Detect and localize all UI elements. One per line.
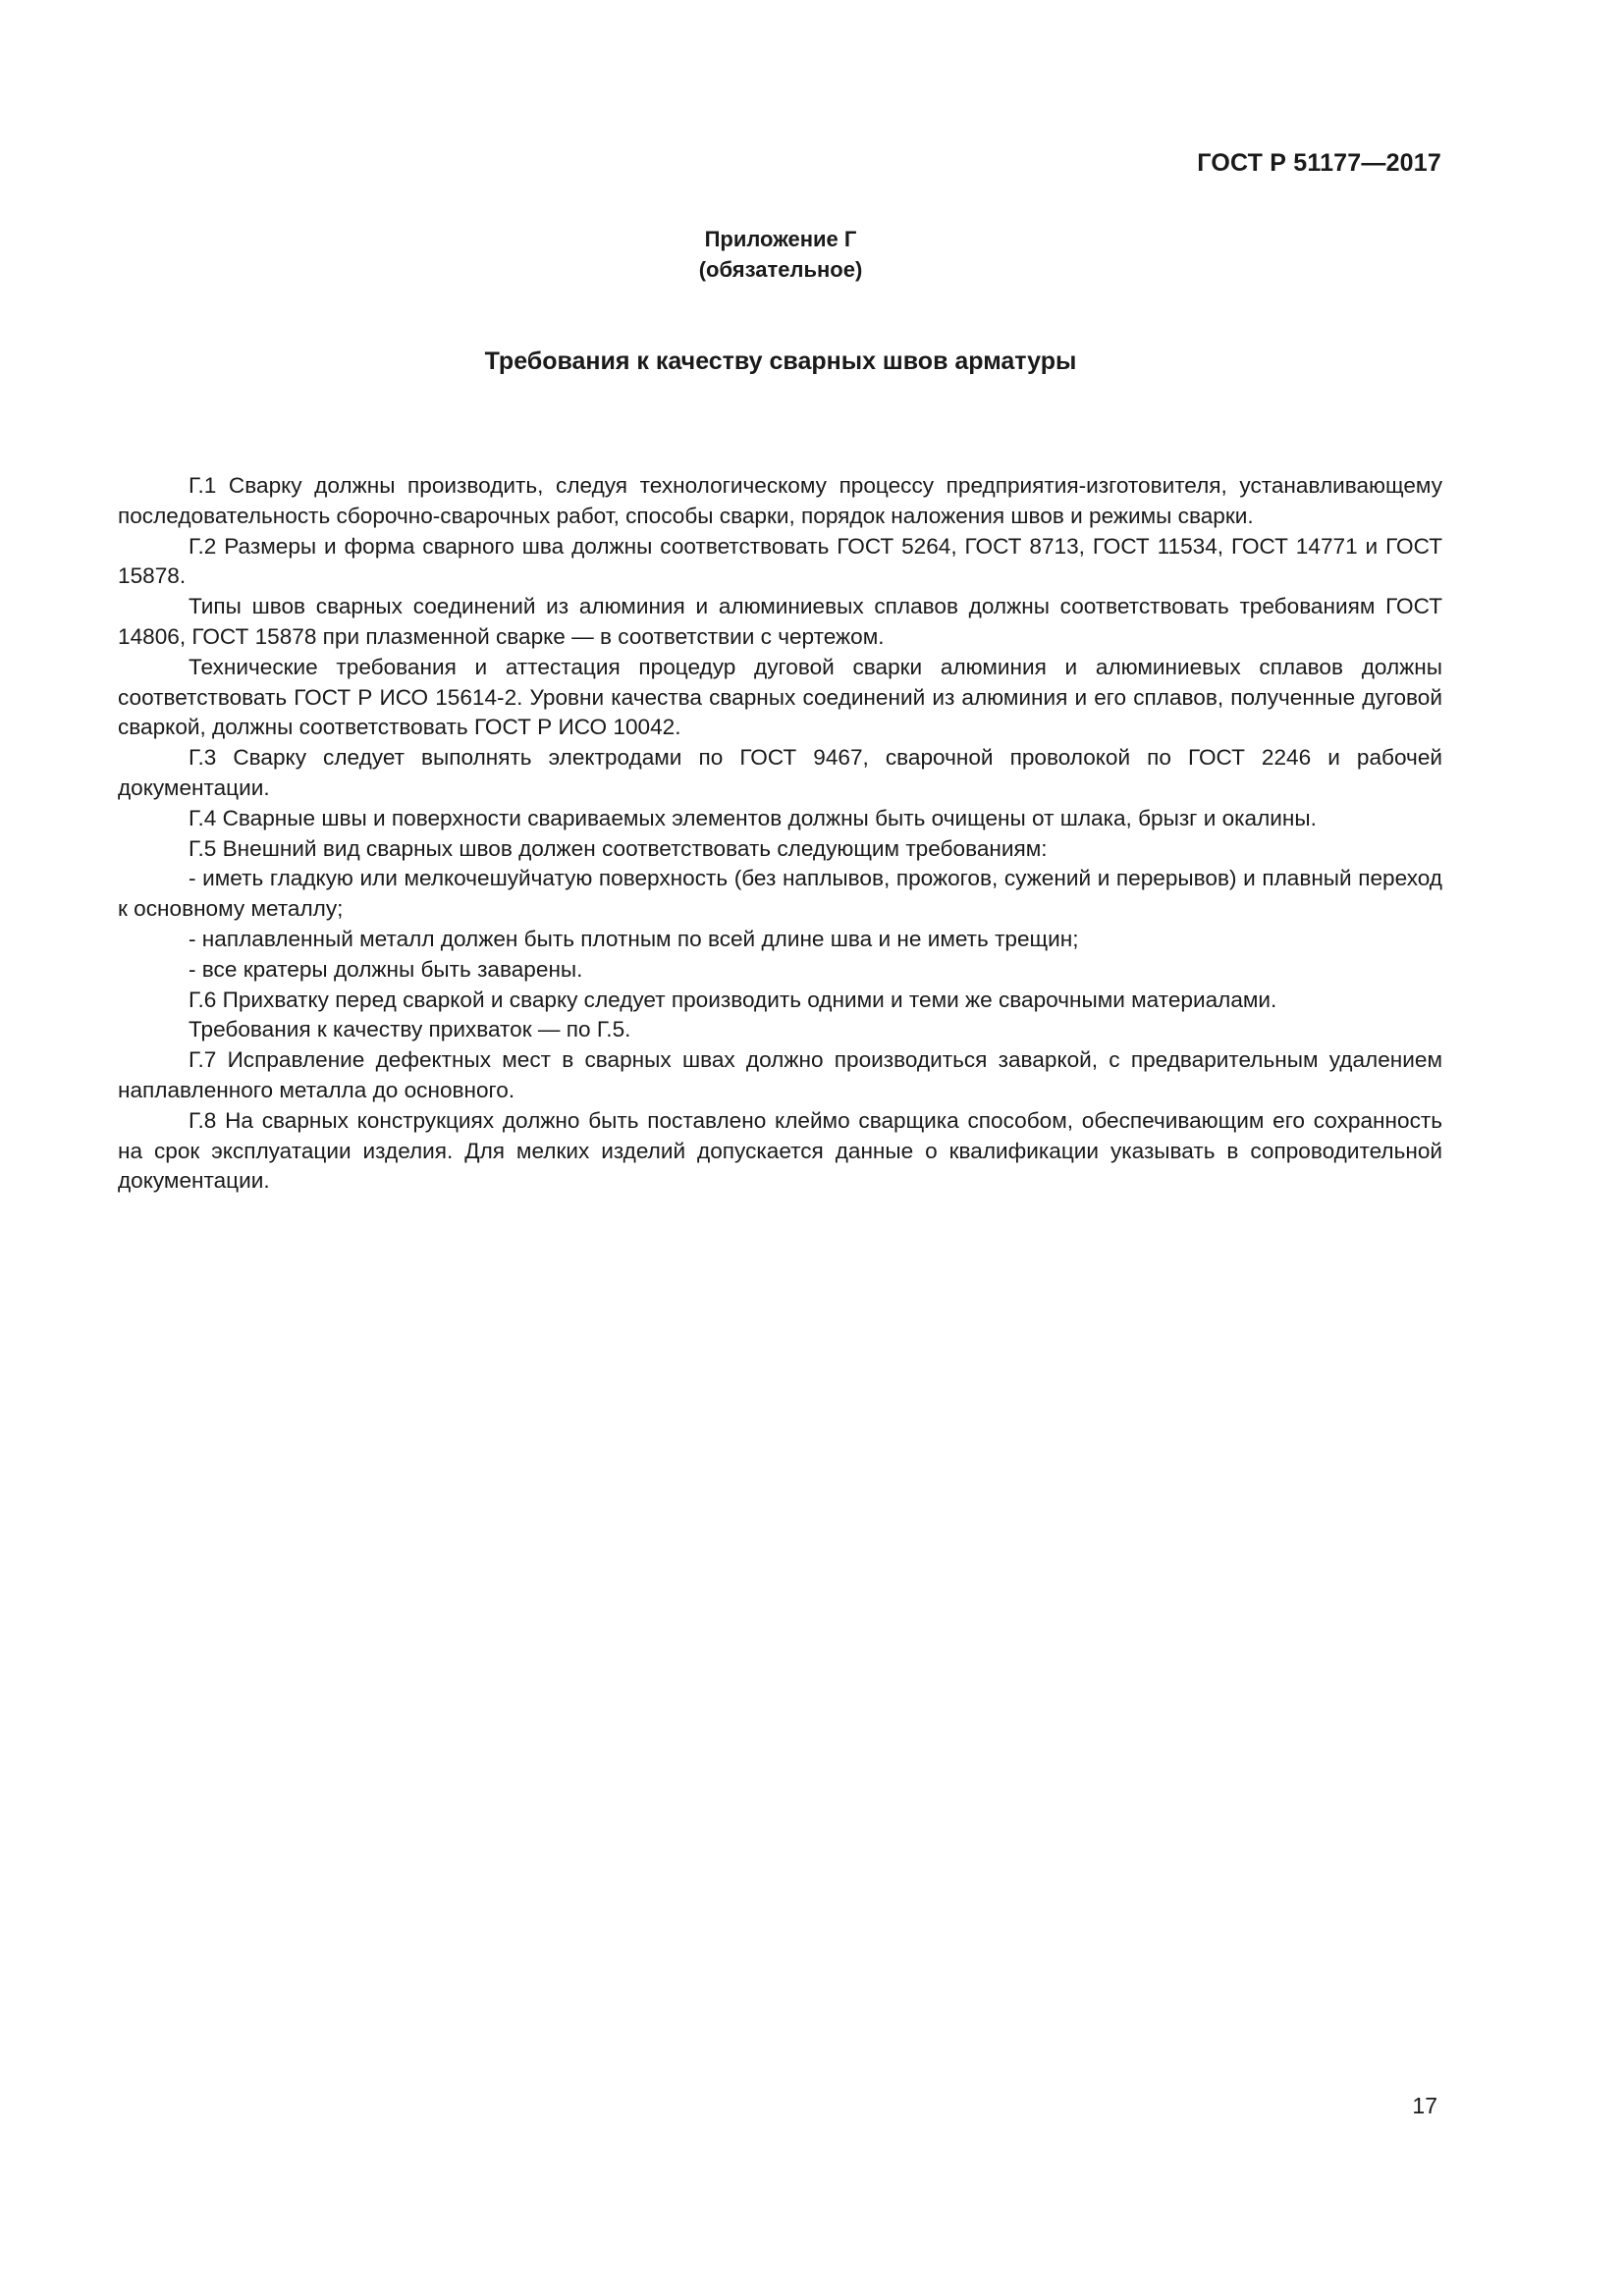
paragraph-g8: Г.8 На сварных конструкциях должно быть поставлено клеймо сварщика способом, обеспечивающим его сохранность на срок эксплуатации изделия. Для мелких изделий допускается данные о квалификации указывать в сопроводительной документации. <box>118 1107 1442 1194</box>
body-text <box>118 471 1442 1197</box>
paragraph-aluminium-procedures: Технические требования и аттестация процедур дуговой сварки алюминия и алюминиевых сплавов должны соответствовать ГОСТ Р ИСО 15614-2. Уровни качества сварных соединений из алюминия и его сплавов, полученные дуговой сваркой, должны соответствовать ГОСТ Р ИСО 10042. <box>118 654 1442 740</box>
page-number: 17 <box>1412 2093 1437 2118</box>
section-title: Требования к качеству сварных швов арматуры <box>484 347 1077 375</box>
list-item: - иметь гладкую или мелкочешуйчатую поверхность (без наплывов, прожогов, сужений и перерывов) и плавный переход к основному металлу; <box>118 866 1442 922</box>
list-item: - все кратеры должны быть заварены. <box>189 956 583 982</box>
paragraph-g3: Г.3 Сварку следует выполнять электродами по ГОСТ 9467, сварочной проволокой по ГОСТ 2246 и рабочей документации. <box>118 745 1442 800</box>
list-item: - наплавленный металл должен быть плотным по всей длине шва и не иметь трещин; <box>189 926 1079 951</box>
appendix-label: Приложение Г <box>704 227 857 251</box>
paragraph-g1: Г.1 Сварку должны производить, следуя технологическому процессу предприятия-изготовителя, устанавливающему последовательность сборочно-сварочных работ, способы сварки, порядок наложения швов и режимы сварки. <box>118 473 1442 528</box>
paragraph-tack-weld-requirements: Требования к качеству прихваток — по Г.5. <box>189 1017 631 1042</box>
appendix-status: (обязательное) <box>698 257 863 282</box>
appendix-heading <box>0 224 1561 285</box>
document-code: ГОСТ Р 51177—2017 <box>1197 149 1441 177</box>
paragraph-g6: Г.6 Прихватку перед сваркой и сварку следует производить одними и теми же сварочными материалами. <box>189 987 1277 1012</box>
paragraph-g2: Г.2 Размеры и форма сварного шва должны соответствовать ГОСТ 5264, ГОСТ 8713, ГОСТ 11534, ГОСТ 14771 и ГОСТ 15878. <box>118 533 1442 589</box>
paragraph-g4: Г.4 Сварные швы и поверхности свариваемых элементов должны быть очищены от шлака, брызг и окалины. <box>189 805 1317 830</box>
paragraph-g5: Г.5 Внешний вид сварных швов должен соответствовать следующим требованиям: <box>189 835 1048 861</box>
paragraph-g7: Г.7 Исправление дефектных мест в сварных швах должно производиться заваркой, с предварительным удалением наплавленного металла до основного. <box>118 1047 1442 1102</box>
paragraph-aluminium-types: Типы швов сварных соединений из алюминия и алюминиевых сплавов должны соответствовать требованиям ГОСТ 14806, ГОСТ 15878 при плазменной сварке — в соответствии с чертежом. <box>118 594 1442 649</box>
